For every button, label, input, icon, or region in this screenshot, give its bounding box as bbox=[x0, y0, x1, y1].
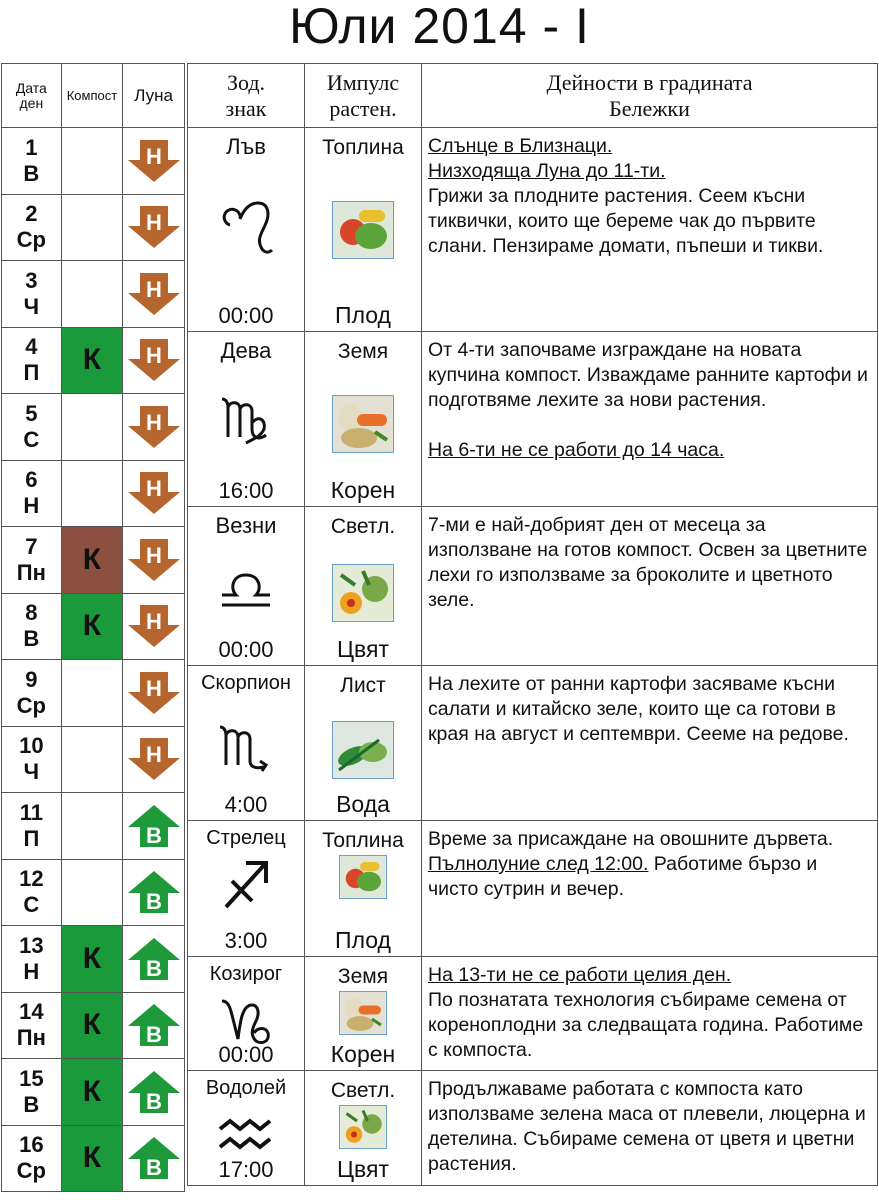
moon-cell bbox=[123, 128, 185, 195]
impulse-name: Лист bbox=[340, 674, 386, 697]
compost-mark: К bbox=[82, 609, 102, 643]
svg-text:Н: Н bbox=[145, 343, 162, 369]
header-moon: Луна bbox=[123, 64, 185, 128]
descending-moon-icon bbox=[126, 204, 182, 250]
period-row bbox=[188, 1071, 878, 1186]
compost-cell bbox=[61, 261, 123, 328]
weekday: В bbox=[23, 1091, 40, 1117]
compost-mark: К bbox=[82, 1141, 102, 1175]
weekday: Ср bbox=[16, 692, 46, 718]
day-number: 9 bbox=[25, 666, 38, 692]
activity-line bbox=[428, 827, 871, 852]
svg-text:Н: Н bbox=[145, 409, 162, 435]
svg-text:В: В bbox=[145, 822, 162, 848]
compost-cell bbox=[61, 793, 123, 860]
svg-text:Н: Н bbox=[145, 276, 162, 302]
day-number: 6 bbox=[25, 467, 38, 493]
activity-text: Слънце в Близнаци. bbox=[428, 135, 613, 157]
zodiac-cell bbox=[188, 821, 305, 957]
compost-cell bbox=[61, 859, 123, 926]
svg-text:В: В bbox=[145, 955, 162, 981]
moon-cell bbox=[123, 327, 185, 394]
period-row bbox=[188, 128, 878, 332]
compost-cell bbox=[61, 726, 123, 793]
day-cell bbox=[2, 1059, 62, 1126]
svg-text:Н: Н bbox=[145, 675, 162, 701]
zodiac-cell bbox=[188, 507, 305, 666]
activities-cell bbox=[422, 821, 878, 957]
period-row bbox=[188, 821, 878, 957]
impulse-cell bbox=[305, 507, 422, 666]
day-number: 8 bbox=[25, 600, 38, 626]
moon-cell bbox=[123, 460, 185, 527]
weekday: В bbox=[23, 160, 40, 186]
activities-cell bbox=[422, 957, 878, 1071]
plant-part: Вода bbox=[336, 791, 390, 817]
zodiac-cell bbox=[188, 957, 305, 1071]
weekday: Н bbox=[23, 958, 40, 984]
compost-cell bbox=[61, 593, 123, 660]
zodiac-sign-name: Стрелец bbox=[206, 827, 286, 849]
day-row bbox=[2, 793, 185, 860]
activities-cell bbox=[422, 666, 878, 821]
day-row bbox=[2, 394, 185, 461]
descending-moon-icon bbox=[126, 271, 182, 317]
moon-cell bbox=[123, 1059, 185, 1126]
compost-mark: К bbox=[82, 1008, 102, 1042]
period-row bbox=[188, 957, 878, 1071]
weekday: Пн bbox=[16, 559, 46, 585]
zodiac-start-time: 00:00 bbox=[218, 637, 274, 662]
activity-text: На лехите от ранни картофи засяваме късни салати и китайско зеле, които ще са готови в края на август и септември. Сееме на редове. bbox=[428, 673, 849, 745]
activity-text: Низходяща Луна до 11-ти. bbox=[428, 160, 666, 182]
svg-text:Н: Н bbox=[145, 143, 162, 169]
activity-line bbox=[428, 672, 871, 747]
moon-cell bbox=[123, 992, 185, 1059]
compost-cell bbox=[61, 660, 123, 727]
zodiac-start-time: 3:00 bbox=[224, 928, 268, 953]
activities-cell bbox=[422, 332, 878, 507]
activity-text: От 4-ти започваме изграждане на новата купчина компост. Изваждаме ранните картофи и подготвяме лехите за нови растения. bbox=[428, 339, 868, 411]
sagittarius-icon bbox=[216, 853, 276, 913]
impulse-name: Топлина bbox=[322, 136, 404, 159]
weekday: П bbox=[23, 825, 40, 851]
plant-part: Цвят bbox=[337, 1156, 389, 1182]
day-cell bbox=[2, 394, 62, 461]
day-row bbox=[2, 128, 185, 195]
activity-line bbox=[428, 1077, 871, 1177]
day-cell bbox=[2, 128, 62, 195]
compost-cell bbox=[61, 460, 123, 527]
descending-moon-icon bbox=[126, 404, 182, 450]
zodiac-sign-name: Скорпион bbox=[201, 672, 291, 694]
zodiac-sign-name: Козирог bbox=[209, 963, 283, 985]
moon-cell bbox=[123, 394, 185, 461]
weekday: С bbox=[23, 426, 40, 452]
day-number: 11 bbox=[19, 799, 43, 825]
moon-cell bbox=[123, 593, 185, 660]
ascending-moon-icon bbox=[126, 1002, 182, 1048]
impulse-cell bbox=[305, 666, 422, 821]
activity-line bbox=[428, 963, 871, 988]
moon-cell bbox=[123, 261, 185, 328]
activity-text: На 6-ти не се работи до 14 часа. bbox=[428, 439, 725, 461]
svg-text:Н: Н bbox=[145, 542, 162, 568]
descending-moon-icon bbox=[126, 138, 182, 184]
day-cell bbox=[2, 194, 62, 261]
compost-cell bbox=[61, 1125, 123, 1192]
impulse-name: Топлина bbox=[322, 829, 404, 852]
activity-line bbox=[428, 438, 871, 463]
ascending-moon-icon bbox=[126, 1069, 182, 1115]
zodiac-sign-name: Лъв bbox=[226, 134, 266, 159]
header-activities: Дейности в градината Бележки bbox=[422, 64, 878, 128]
day-number: 1 bbox=[25, 134, 38, 160]
descending-moon-icon bbox=[126, 337, 182, 383]
impulse-cell bbox=[305, 1071, 422, 1186]
day-number: 4 bbox=[25, 334, 38, 360]
descending-moon-icon bbox=[126, 470, 182, 516]
weekday: С bbox=[23, 892, 40, 918]
weekday: Пн bbox=[16, 1025, 46, 1051]
impulse-cell bbox=[305, 957, 422, 1071]
activity-line bbox=[428, 184, 871, 259]
day-row bbox=[2, 660, 185, 727]
flower-icon bbox=[340, 1106, 386, 1148]
calendar-right-table bbox=[187, 63, 878, 1186]
day-row bbox=[2, 527, 185, 594]
period-row bbox=[188, 507, 878, 666]
day-cell bbox=[2, 527, 62, 594]
moon-cell bbox=[123, 660, 185, 727]
day-cell bbox=[2, 460, 62, 527]
compost-cell bbox=[61, 194, 123, 261]
ascending-moon-icon bbox=[126, 1135, 182, 1181]
zodiac-start-time: 4:00 bbox=[224, 792, 268, 817]
header-impulse: Импулс растен. bbox=[305, 64, 422, 128]
plant-part: Плод bbox=[335, 302, 391, 328]
period-row bbox=[188, 332, 878, 507]
day-cell bbox=[2, 859, 62, 926]
day-cell bbox=[2, 261, 62, 328]
day-cell bbox=[2, 726, 62, 793]
header-date: Дата ден bbox=[2, 64, 62, 128]
header-zodiac: Зод. знак bbox=[188, 64, 305, 128]
activities-cell bbox=[422, 1071, 878, 1186]
compost-cell bbox=[61, 926, 123, 993]
ascending-moon-icon bbox=[126, 936, 182, 982]
svg-text:В: В bbox=[145, 1022, 162, 1048]
descending-moon-icon bbox=[126, 670, 182, 716]
moon-cell bbox=[123, 793, 185, 860]
activity-line bbox=[428, 988, 871, 1063]
period-row bbox=[188, 666, 878, 821]
activities-cell bbox=[422, 128, 878, 332]
day-cell bbox=[2, 992, 62, 1059]
activity-text: Грижи за плодните растения. Сеем късни тиквички, които ще береме чак до първите слани. Пензираме домати, пъпеши и тикви. bbox=[428, 185, 824, 257]
weekday: П bbox=[23, 360, 40, 386]
weekday: Ч bbox=[23, 759, 40, 785]
moon-cell bbox=[123, 527, 185, 594]
activity-line bbox=[428, 159, 871, 184]
zodiac-start-time: 16:00 bbox=[218, 478, 274, 503]
right-header-row bbox=[188, 64, 878, 128]
compost-mark: К bbox=[82, 941, 102, 975]
leo-icon bbox=[216, 195, 276, 255]
zodiac-sign-name: Везни bbox=[215, 513, 277, 538]
compost-mark: К bbox=[82, 542, 102, 576]
activity-line bbox=[428, 338, 871, 413]
svg-text:В: В bbox=[145, 1088, 162, 1114]
day-row bbox=[2, 859, 185, 926]
activity-text: Пълнолуние след 12:00. bbox=[428, 853, 649, 875]
activity-line bbox=[428, 852, 871, 902]
leaf-icon bbox=[333, 722, 393, 778]
svg-text:Н: Н bbox=[145, 609, 162, 635]
header-compost: Компост bbox=[61, 64, 123, 128]
zodiac-sign-name: Дева bbox=[220, 338, 272, 363]
impulse-name: Светл. bbox=[330, 1079, 396, 1102]
virgo-icon bbox=[216, 389, 276, 449]
activity-text: По познатата технология събираме семена от кореноплодни за следващата година. Работиме с компоста. bbox=[428, 989, 864, 1061]
compost-cell bbox=[61, 1059, 123, 1126]
zodiac-start-time: 00:00 bbox=[218, 1042, 274, 1067]
activity-text: 7-ми е най-добрият ден от месеца за използване на готов компост. Освен за цветните лехи го използваме за броколите и цветното зеле. bbox=[428, 514, 868, 611]
impulse-name: Земя bbox=[337, 340, 389, 363]
day-row bbox=[2, 593, 185, 660]
libra-icon bbox=[216, 559, 276, 619]
day-cell bbox=[2, 793, 62, 860]
day-row bbox=[2, 194, 185, 261]
impulse-cell bbox=[305, 128, 422, 332]
descending-moon-icon bbox=[126, 537, 182, 583]
day-cell bbox=[2, 1125, 62, 1192]
ascending-moon-icon bbox=[126, 869, 182, 915]
root-icon bbox=[333, 396, 393, 452]
weekday: Ч bbox=[23, 293, 40, 319]
activity-line bbox=[428, 513, 871, 613]
scorpio-icon bbox=[216, 717, 276, 777]
compost-mark: К bbox=[82, 343, 102, 377]
day-row bbox=[2, 926, 185, 993]
day-row bbox=[2, 726, 185, 793]
activity-text: Време за присаждане на овошните дървета. bbox=[428, 828, 834, 850]
day-cell bbox=[2, 593, 62, 660]
zodiac-cell bbox=[188, 128, 305, 332]
plant-part: Корен bbox=[330, 477, 396, 503]
descending-moon-icon bbox=[126, 603, 182, 649]
day-number: 3 bbox=[25, 267, 38, 293]
weekday: Ср bbox=[16, 1158, 46, 1184]
plant-part: Плод bbox=[335, 927, 391, 953]
day-row bbox=[2, 327, 185, 394]
plant-part: Цвят bbox=[337, 636, 389, 662]
compost-cell bbox=[61, 992, 123, 1059]
day-row bbox=[2, 460, 185, 527]
day-cell bbox=[2, 327, 62, 394]
activity-line bbox=[428, 134, 871, 159]
ascending-moon-icon bbox=[126, 803, 182, 849]
activities-cell bbox=[422, 507, 878, 666]
day-number: 5 bbox=[25, 400, 38, 426]
day-cell bbox=[2, 926, 62, 993]
left-header-row bbox=[2, 64, 185, 128]
flower-icon bbox=[333, 565, 393, 621]
day-cell bbox=[2, 660, 62, 727]
day-row bbox=[2, 261, 185, 328]
moon-cell bbox=[123, 726, 185, 793]
activity-text: На 13-ти не се работи целия ден. bbox=[428, 964, 732, 986]
day-number: 10 bbox=[19, 733, 44, 759]
day-row bbox=[2, 1125, 185, 1192]
moon-cell bbox=[123, 1125, 185, 1192]
svg-text:Н: Н bbox=[145, 210, 162, 236]
svg-text:Н: Н bbox=[145, 476, 162, 502]
compost-cell bbox=[61, 128, 123, 195]
day-number: 13 bbox=[19, 932, 44, 958]
zodiac-cell bbox=[188, 332, 305, 507]
fruit-icon bbox=[340, 856, 386, 898]
moon-cell bbox=[123, 926, 185, 993]
impulse-cell bbox=[305, 332, 422, 507]
zodiac-start-time: 00:00 bbox=[218, 303, 274, 328]
zodiac-sign-name: Водолей bbox=[205, 1077, 287, 1099]
descending-moon-icon bbox=[126, 736, 182, 782]
compost-cell bbox=[61, 394, 123, 461]
page-title: Юли 2014 - I bbox=[289, 0, 590, 54]
svg-text:В: В bbox=[145, 1155, 162, 1181]
moon-cell bbox=[123, 194, 185, 261]
activity-text: Продължаваме работата с компоста като използваме зелена маса от плевели, люцерна и детелина. Събираме семена от цветя и цветни растения. bbox=[428, 1078, 866, 1175]
day-number: 16 bbox=[19, 1132, 44, 1158]
svg-text:Н: Н bbox=[145, 742, 162, 768]
day-row bbox=[2, 992, 185, 1059]
compost-cell bbox=[61, 327, 123, 394]
impulse-name: Светл. bbox=[330, 515, 396, 538]
day-number: 14 bbox=[19, 999, 44, 1025]
plant-part: Корен bbox=[330, 1041, 396, 1067]
svg-text:В: В bbox=[145, 889, 162, 915]
zodiac-cell bbox=[188, 666, 305, 821]
capricorn-icon bbox=[216, 989, 276, 1049]
moon-cell bbox=[123, 859, 185, 926]
zodiac-cell bbox=[188, 1071, 305, 1186]
impulse-name: Земя bbox=[337, 965, 389, 988]
aquarius-icon bbox=[216, 1103, 276, 1163]
calendar-left-table bbox=[1, 63, 185, 1192]
weekday: Ср bbox=[16, 227, 46, 253]
root-icon bbox=[340, 992, 386, 1034]
day-number: 15 bbox=[19, 1065, 44, 1091]
fruit-icon bbox=[333, 202, 393, 258]
day-number: 2 bbox=[25, 201, 38, 227]
weekday: Н bbox=[23, 493, 40, 519]
impulse-cell bbox=[305, 821, 422, 957]
compost-mark: К bbox=[82, 1074, 102, 1108]
zodiac-start-time: 17:00 bbox=[218, 1157, 274, 1182]
day-number: 7 bbox=[25, 533, 38, 559]
weekday: В bbox=[23, 626, 40, 652]
day-row bbox=[2, 1059, 185, 1126]
day-number: 12 bbox=[19, 866, 44, 892]
compost-cell bbox=[61, 527, 123, 594]
activity-text: Работиме бързо и чисто сутрин и вечер. bbox=[428, 853, 818, 900]
